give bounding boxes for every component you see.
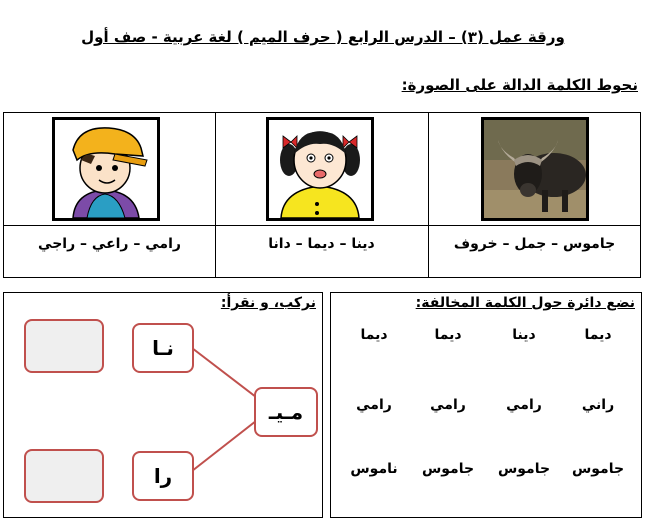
syllable-box-center <box>254 387 318 437</box>
odd-word-cell[interactable]: ديما <box>434 327 462 343</box>
syllable-center: مـيـ <box>268 400 304 424</box>
word-options-buffalo[interactable]: جاموس – جمل – خروف <box>453 236 616 252</box>
odd-word-cell[interactable]: جاموس <box>421 461 475 477</box>
picture-word-table <box>3 112 641 278</box>
odd-word-cell[interactable]: راني <box>581 397 615 413</box>
instruction-odd-word: نضع دائرة حول الكلمة المخالفة: <box>415 295 635 311</box>
instruction-build-read: نركب، و نقرأ: <box>220 295 316 311</box>
odd-word-cell[interactable]: ديما <box>360 327 388 343</box>
worksheet-title: ورقة عمل (٣) – الدرس الرابع ( حرف الميم ) لغة عربية - صف أول <box>81 28 565 46</box>
odd-word-cell[interactable]: ناموس <box>350 461 398 477</box>
boy-image <box>52 117 160 221</box>
syllable-box-top <box>132 323 194 373</box>
word-options-boy[interactable]: رامي – راعي – راجي <box>38 236 181 252</box>
odd-word-cell[interactable]: جاموس <box>571 461 625 477</box>
instruction-circle-word: نحوط الكلمة الدالة على الصورة: <box>401 76 638 94</box>
odd-word-cell[interactable]: دينا <box>512 327 536 343</box>
syllable-box-bottom <box>132 451 194 501</box>
girl-image <box>266 117 374 221</box>
odd-word-cell[interactable]: رامي <box>506 397 542 413</box>
build-and-read-box <box>3 292 323 518</box>
odd-word-cell[interactable]: رامي <box>356 397 392 413</box>
odd-word-cell[interactable]: ديما <box>584 327 612 343</box>
syllable-bottom: را <box>153 464 173 488</box>
word-options-girl[interactable]: دينا – ديما – دانا <box>268 236 375 252</box>
odd-word-cell[interactable]: رامي <box>430 397 466 413</box>
buffalo-image <box>481 117 589 221</box>
syllable-top: نـا <box>152 336 174 360</box>
answer-box-bottom[interactable] <box>24 449 104 503</box>
table-divider <box>4 225 640 226</box>
odd-word-box <box>330 292 642 518</box>
answer-box-top[interactable] <box>24 319 104 373</box>
odd-word-cell[interactable]: جاموس <box>497 461 551 477</box>
